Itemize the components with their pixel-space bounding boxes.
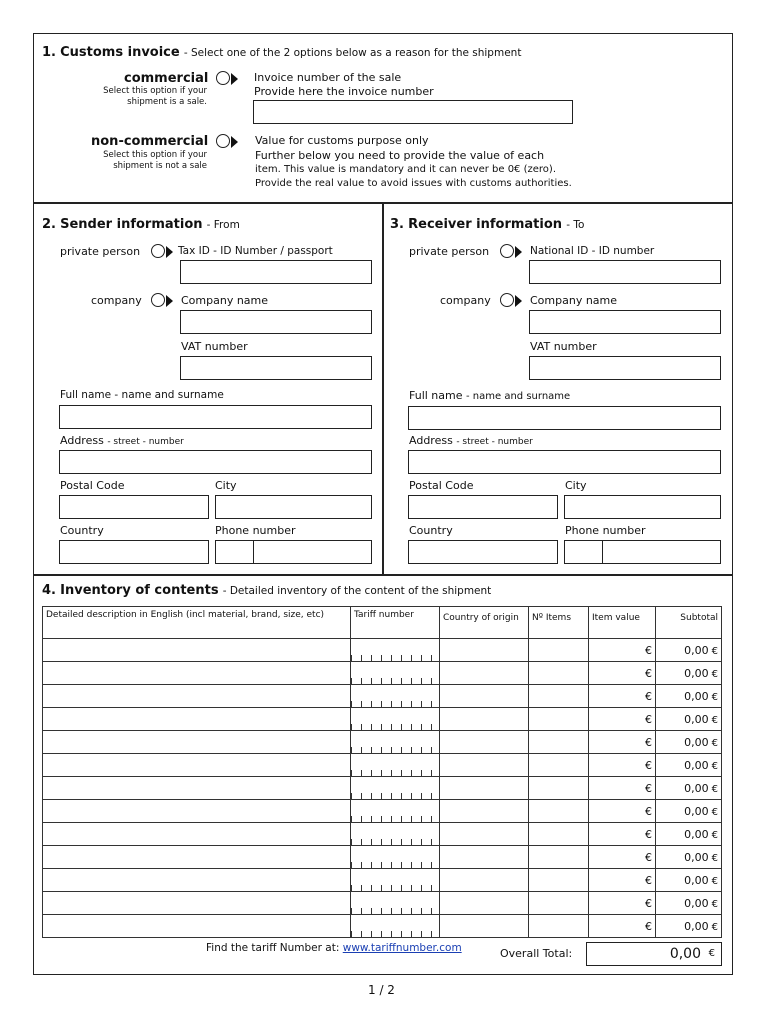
col-description: Detailed description in English (incl material, brand, size, etc)	[43, 607, 351, 639]
subtotal-cell	[656, 846, 722, 869]
sender-city-label: City	[215, 479, 237, 492]
items-count-cell[interactable]	[529, 685, 589, 708]
country-of-origin-cell[interactable]	[440, 800, 529, 823]
inventory-heading	[42, 583, 491, 598]
non-commercial-desc-3: item. This value is mandatory and it can never be 0€ (zero).	[255, 164, 556, 175]
receiver-national-id-input[interactable]	[529, 260, 721, 284]
currency-symbol: €	[645, 735, 652, 749]
tariff-number-cell[interactable]	[351, 892, 440, 915]
currency-symbol: €	[645, 804, 652, 818]
description-cell[interactable]	[43, 708, 351, 731]
sender-city-input[interactable]	[215, 495, 372, 519]
items-count-cell[interactable]	[529, 639, 589, 662]
subtotal-cell	[656, 823, 722, 846]
subtotal-cell	[656, 685, 722, 708]
sender-full-name-label: Full name - name and surname	[60, 389, 224, 401]
currency-symbol: €	[645, 689, 652, 703]
subtotal-value: 0,00	[684, 689, 709, 703]
inventory-row	[43, 754, 722, 777]
subtotal-currency: €	[711, 852, 718, 864]
item-value-cell[interactable]	[589, 708, 656, 731]
col-subtotal: Subtotal	[656, 607, 722, 639]
receiver-phone-label: Phone number	[565, 524, 646, 537]
subtotal-cell	[656, 892, 722, 915]
tariff-number-cell[interactable]	[351, 846, 440, 869]
subtotal-currency: €	[711, 806, 718, 818]
receiver-postal-code-input[interactable]	[408, 495, 558, 519]
country-of-origin-cell[interactable]	[440, 754, 529, 777]
section-number: 2.	[42, 217, 56, 232]
description-cell[interactable]	[43, 892, 351, 915]
description-cell[interactable]	[43, 662, 351, 685]
subtotal-currency: €	[711, 645, 718, 657]
subtotal-value: 0,00	[684, 643, 709, 657]
item-value-cell[interactable]	[589, 754, 656, 777]
items-count-cell[interactable]	[529, 777, 589, 800]
address-text: Address	[60, 434, 104, 447]
inventory-row	[43, 800, 722, 823]
sender-tax-id-label: Tax ID - ID Number / passport	[178, 245, 333, 257]
customs-invoice-heading	[42, 45, 521, 60]
items-count-cell[interactable]	[529, 846, 589, 869]
non-commercial-hint-2: shipment is not a sale	[113, 161, 207, 171]
sender-company-name-input[interactable]	[180, 310, 372, 334]
phone-prefix-divider	[602, 541, 603, 563]
tariff-number-cell[interactable]	[351, 662, 440, 685]
section-title: Sender information	[60, 217, 203, 232]
sender-company-name-label: Company name	[181, 294, 269, 307]
receiver-private-person-radio[interactable]	[500, 244, 522, 260]
item-value-cell[interactable]	[589, 823, 656, 846]
currency-symbol: €	[645, 919, 652, 933]
col-tariff-number: Tariff number	[351, 607, 440, 639]
non-commercial-label: non-commercial	[91, 134, 209, 149]
subtotal-currency: €	[711, 691, 718, 703]
inventory-table	[42, 606, 722, 938]
subtotal-currency: €	[711, 921, 718, 933]
tariff-number-cell[interactable]	[351, 685, 440, 708]
subtotal-value: 0,00	[684, 712, 709, 726]
commercial-desc-1: Invoice number of the sale	[254, 71, 402, 84]
item-value-cell[interactable]	[589, 892, 656, 915]
inventory-row	[43, 708, 722, 731]
receiver-phone-input[interactable]	[564, 540, 721, 564]
subtotal-value: 0,00	[684, 804, 709, 818]
item-value-cell[interactable]	[589, 685, 656, 708]
sender-full-name-input[interactable]	[59, 405, 372, 429]
item-value-cell[interactable]	[589, 731, 656, 754]
sender-heading	[42, 217, 240, 232]
items-count-cell[interactable]	[529, 662, 589, 685]
subtotal-value: 0,00	[684, 758, 709, 772]
items-count-cell[interactable]	[529, 892, 589, 915]
inventory-row	[43, 823, 722, 846]
tariff-number-cell[interactable]	[351, 869, 440, 892]
receiver-heading	[390, 217, 584, 232]
subtotal-value: 0,00	[684, 873, 709, 887]
invoice-number-input[interactable]	[253, 100, 573, 124]
tariff-number-cell[interactable]	[351, 800, 440, 823]
sender-private-person-radio[interactable]	[151, 244, 173, 260]
receiver-company-label: company	[440, 294, 491, 307]
tariff-hint	[206, 942, 462, 954]
section-number: 4.	[42, 583, 56, 598]
items-count-cell[interactable]	[529, 823, 589, 846]
non-commercial-radio[interactable]	[216, 134, 238, 150]
sender-vat-input[interactable]	[180, 356, 372, 380]
non-commercial-desc-1: Value for customs purpose only	[255, 134, 429, 147]
subtotal-cell	[656, 777, 722, 800]
receiver-country-input[interactable]	[408, 540, 558, 564]
subtotal-currency: €	[711, 737, 718, 749]
inventory-row	[43, 731, 722, 754]
receiver-address-label	[409, 434, 533, 447]
subtotal-value: 0,00	[684, 781, 709, 795]
description-cell[interactable]	[43, 846, 351, 869]
col-items: Nº Items	[529, 607, 589, 639]
sender-postal-code-label: Postal Code	[60, 479, 125, 492]
phone-prefix-divider	[253, 541, 254, 563]
country-of-origin-cell[interactable]	[440, 915, 529, 938]
subtotal-currency: €	[711, 898, 718, 910]
inventory-row	[43, 846, 722, 869]
receiver-company-radio[interactable]	[500, 293, 522, 309]
description-cell[interactable]	[43, 777, 351, 800]
full-name-hint: - name and surname	[466, 391, 571, 402]
country-of-origin-cell[interactable]	[440, 892, 529, 915]
non-commercial-desc-4: Provide the real value to avoid issues with customs authorities.	[255, 178, 572, 189]
tariff-number-cell[interactable]	[351, 915, 440, 938]
currency-symbol: €	[645, 712, 652, 726]
section-title: Receiver information	[408, 217, 563, 232]
commercial-hint-1: Select this option if your	[103, 86, 207, 96]
items-count-cell[interactable]	[529, 754, 589, 777]
sender-country-input[interactable]	[59, 540, 209, 564]
currency-symbol: €	[645, 850, 652, 864]
sender-phone-input[interactable]	[215, 540, 372, 564]
subtotal-value: 0,00	[684, 735, 709, 749]
currency-symbol: €	[645, 896, 652, 910]
currency-symbol: €	[645, 666, 652, 680]
description-cell[interactable]	[43, 754, 351, 777]
tariff-number-cell[interactable]	[351, 639, 440, 662]
inventory-row	[43, 869, 722, 892]
commercial-radio[interactable]	[216, 71, 238, 87]
subtotal-cell	[656, 754, 722, 777]
non-commercial-hint-1: Select this option if your	[103, 150, 207, 160]
non-commercial-desc-2: Further below you need to provide the value of each	[255, 149, 545, 162]
receiver-postal-code-label: Postal Code	[409, 479, 474, 492]
overall-total-field	[586, 942, 722, 966]
description-cell[interactable]	[43, 915, 351, 938]
country-of-origin-cell[interactable]	[440, 685, 529, 708]
inventory-row	[43, 685, 722, 708]
section-title: Customs invoice	[60, 45, 180, 60]
description-cell[interactable]	[43, 869, 351, 892]
sender-phone-label: Phone number	[215, 524, 296, 537]
inventory-row	[43, 915, 722, 938]
tariff-number-cell[interactable]	[351, 731, 440, 754]
receiver-company-name-input[interactable]	[529, 310, 721, 334]
country-of-origin-cell[interactable]	[440, 662, 529, 685]
subtotal-value: 0,00	[684, 896, 709, 910]
tariff-number-cell[interactable]	[351, 823, 440, 846]
subtotal-cell	[656, 708, 722, 731]
inventory-header-row	[43, 607, 722, 639]
currency-symbol: €	[645, 873, 652, 887]
section-title: Inventory of contents	[60, 583, 219, 598]
commercial-label: commercial	[124, 71, 209, 86]
subtotal-currency: €	[711, 875, 718, 887]
subtotal-value: 0,00	[684, 827, 709, 841]
inventory-row	[43, 777, 722, 800]
receiver-full-name-input[interactable]	[408, 406, 721, 430]
currency-symbol: €	[645, 643, 652, 657]
description-cell[interactable]	[43, 639, 351, 662]
sender-tax-id-input[interactable]	[180, 260, 372, 284]
address-hint: - street - number	[456, 437, 533, 447]
tariff-number-cell[interactable]	[351, 708, 440, 731]
tariff-number-cell[interactable]	[351, 777, 440, 800]
section-number: 1.	[42, 45, 56, 60]
tariff-hint-text: Find the tariff Number at:	[206, 942, 340, 954]
subtotal-value: 0,00	[684, 850, 709, 864]
currency-symbol: €	[645, 758, 652, 772]
description-cell[interactable]	[43, 731, 351, 754]
receiver-private-person-label: private person	[409, 245, 490, 258]
country-of-origin-cell[interactable]	[440, 823, 529, 846]
overall-total-currency: €	[708, 948, 715, 959]
subtotal-currency: €	[711, 829, 718, 841]
sender-postal-code-input[interactable]	[59, 495, 209, 519]
inventory-row	[43, 639, 722, 662]
country-of-origin-cell[interactable]	[440, 777, 529, 800]
receiver-country-label: Country	[409, 524, 453, 537]
subtotal-cell	[656, 731, 722, 754]
col-country-of-origin: Country of origin	[440, 607, 529, 639]
item-value-cell[interactable]	[589, 846, 656, 869]
country-of-origin-cell[interactable]	[440, 639, 529, 662]
items-count-cell[interactable]	[529, 731, 589, 754]
section-number: 3.	[390, 217, 404, 232]
subtotal-cell	[656, 639, 722, 662]
items-count-cell[interactable]	[529, 800, 589, 823]
subtotal-currency: €	[711, 760, 718, 772]
country-of-origin-cell[interactable]	[440, 869, 529, 892]
country-of-origin-cell[interactable]	[440, 846, 529, 869]
sender-vat-label: VAT number	[181, 340, 248, 353]
full-name-text: Full name	[409, 389, 463, 402]
receiver-full-name-label	[409, 389, 570, 402]
country-of-origin-cell[interactable]	[440, 731, 529, 754]
inventory-row	[43, 662, 722, 685]
receiver-vat-label: VAT number	[530, 340, 597, 353]
country-of-origin-cell[interactable]	[440, 708, 529, 731]
subtotal-cell	[656, 915, 722, 938]
section-subtitle: - From	[206, 219, 240, 231]
section-subtitle: - Select one of the 2 options below as a reason for the shipment	[183, 47, 522, 59]
subtotal-currency: €	[711, 668, 718, 680]
sender-country-label: Country	[60, 524, 104, 537]
description-cell[interactable]	[43, 685, 351, 708]
address-text: Address	[409, 434, 453, 447]
item-value-cell[interactable]	[589, 662, 656, 685]
sender-company-radio[interactable]	[151, 293, 173, 309]
item-value-cell[interactable]	[589, 639, 656, 662]
item-value-cell[interactable]	[589, 869, 656, 892]
section-subtitle: - Detailed inventory of the content of the shipment	[222, 585, 492, 597]
items-count-cell[interactable]	[529, 708, 589, 731]
currency-symbol: €	[645, 781, 652, 795]
section-subtitle: - To	[566, 219, 585, 231]
item-value-cell[interactable]	[589, 777, 656, 800]
item-value-cell[interactable]	[589, 800, 656, 823]
subtotal-currency: €	[711, 714, 718, 726]
subtotal-cell	[656, 800, 722, 823]
col-item-value: Item value	[589, 607, 656, 639]
currency-symbol: €	[645, 827, 652, 841]
receiver-vat-input[interactable]	[529, 356, 721, 380]
commercial-desc-2: Provide here the invoice number	[254, 85, 434, 98]
subtotal-value: 0,00	[684, 666, 709, 680]
sender-address-input[interactable]	[59, 450, 372, 474]
sender-private-person-label: private person	[60, 245, 141, 258]
receiver-company-name-label: Company name	[530, 294, 618, 307]
inventory-row	[43, 892, 722, 915]
subtotal-cell	[656, 662, 722, 685]
description-cell[interactable]	[43, 823, 351, 846]
subtotal-value: 0,00	[684, 919, 709, 933]
item-value-cell[interactable]	[589, 915, 656, 938]
tariff-number-cell[interactable]	[351, 754, 440, 777]
receiver-city-label: City	[565, 479, 587, 492]
address-hint: - street - number	[107, 437, 184, 447]
overall-total-value: 0,00	[669, 946, 701, 962]
overall-total-label: Overall Total:	[500, 947, 573, 960]
items-count-cell[interactable]	[529, 869, 589, 892]
items-count-cell[interactable]	[529, 915, 589, 938]
sender-company-label: company	[91, 294, 142, 307]
sender-address-label	[60, 434, 184, 447]
receiver-address-input[interactable]	[408, 450, 721, 474]
commercial-hint-2: shipment is a sale.	[127, 97, 207, 107]
receiver-national-id-label: National ID - ID number	[530, 245, 655, 257]
tariff-link[interactable]: www.tariffnumber.com	[342, 942, 462, 954]
receiver-city-input[interactable]	[564, 495, 721, 519]
subtotal-cell	[656, 869, 722, 892]
subtotal-currency: €	[711, 783, 718, 795]
page-number: 1 / 2	[368, 983, 395, 997]
description-cell[interactable]	[43, 800, 351, 823]
